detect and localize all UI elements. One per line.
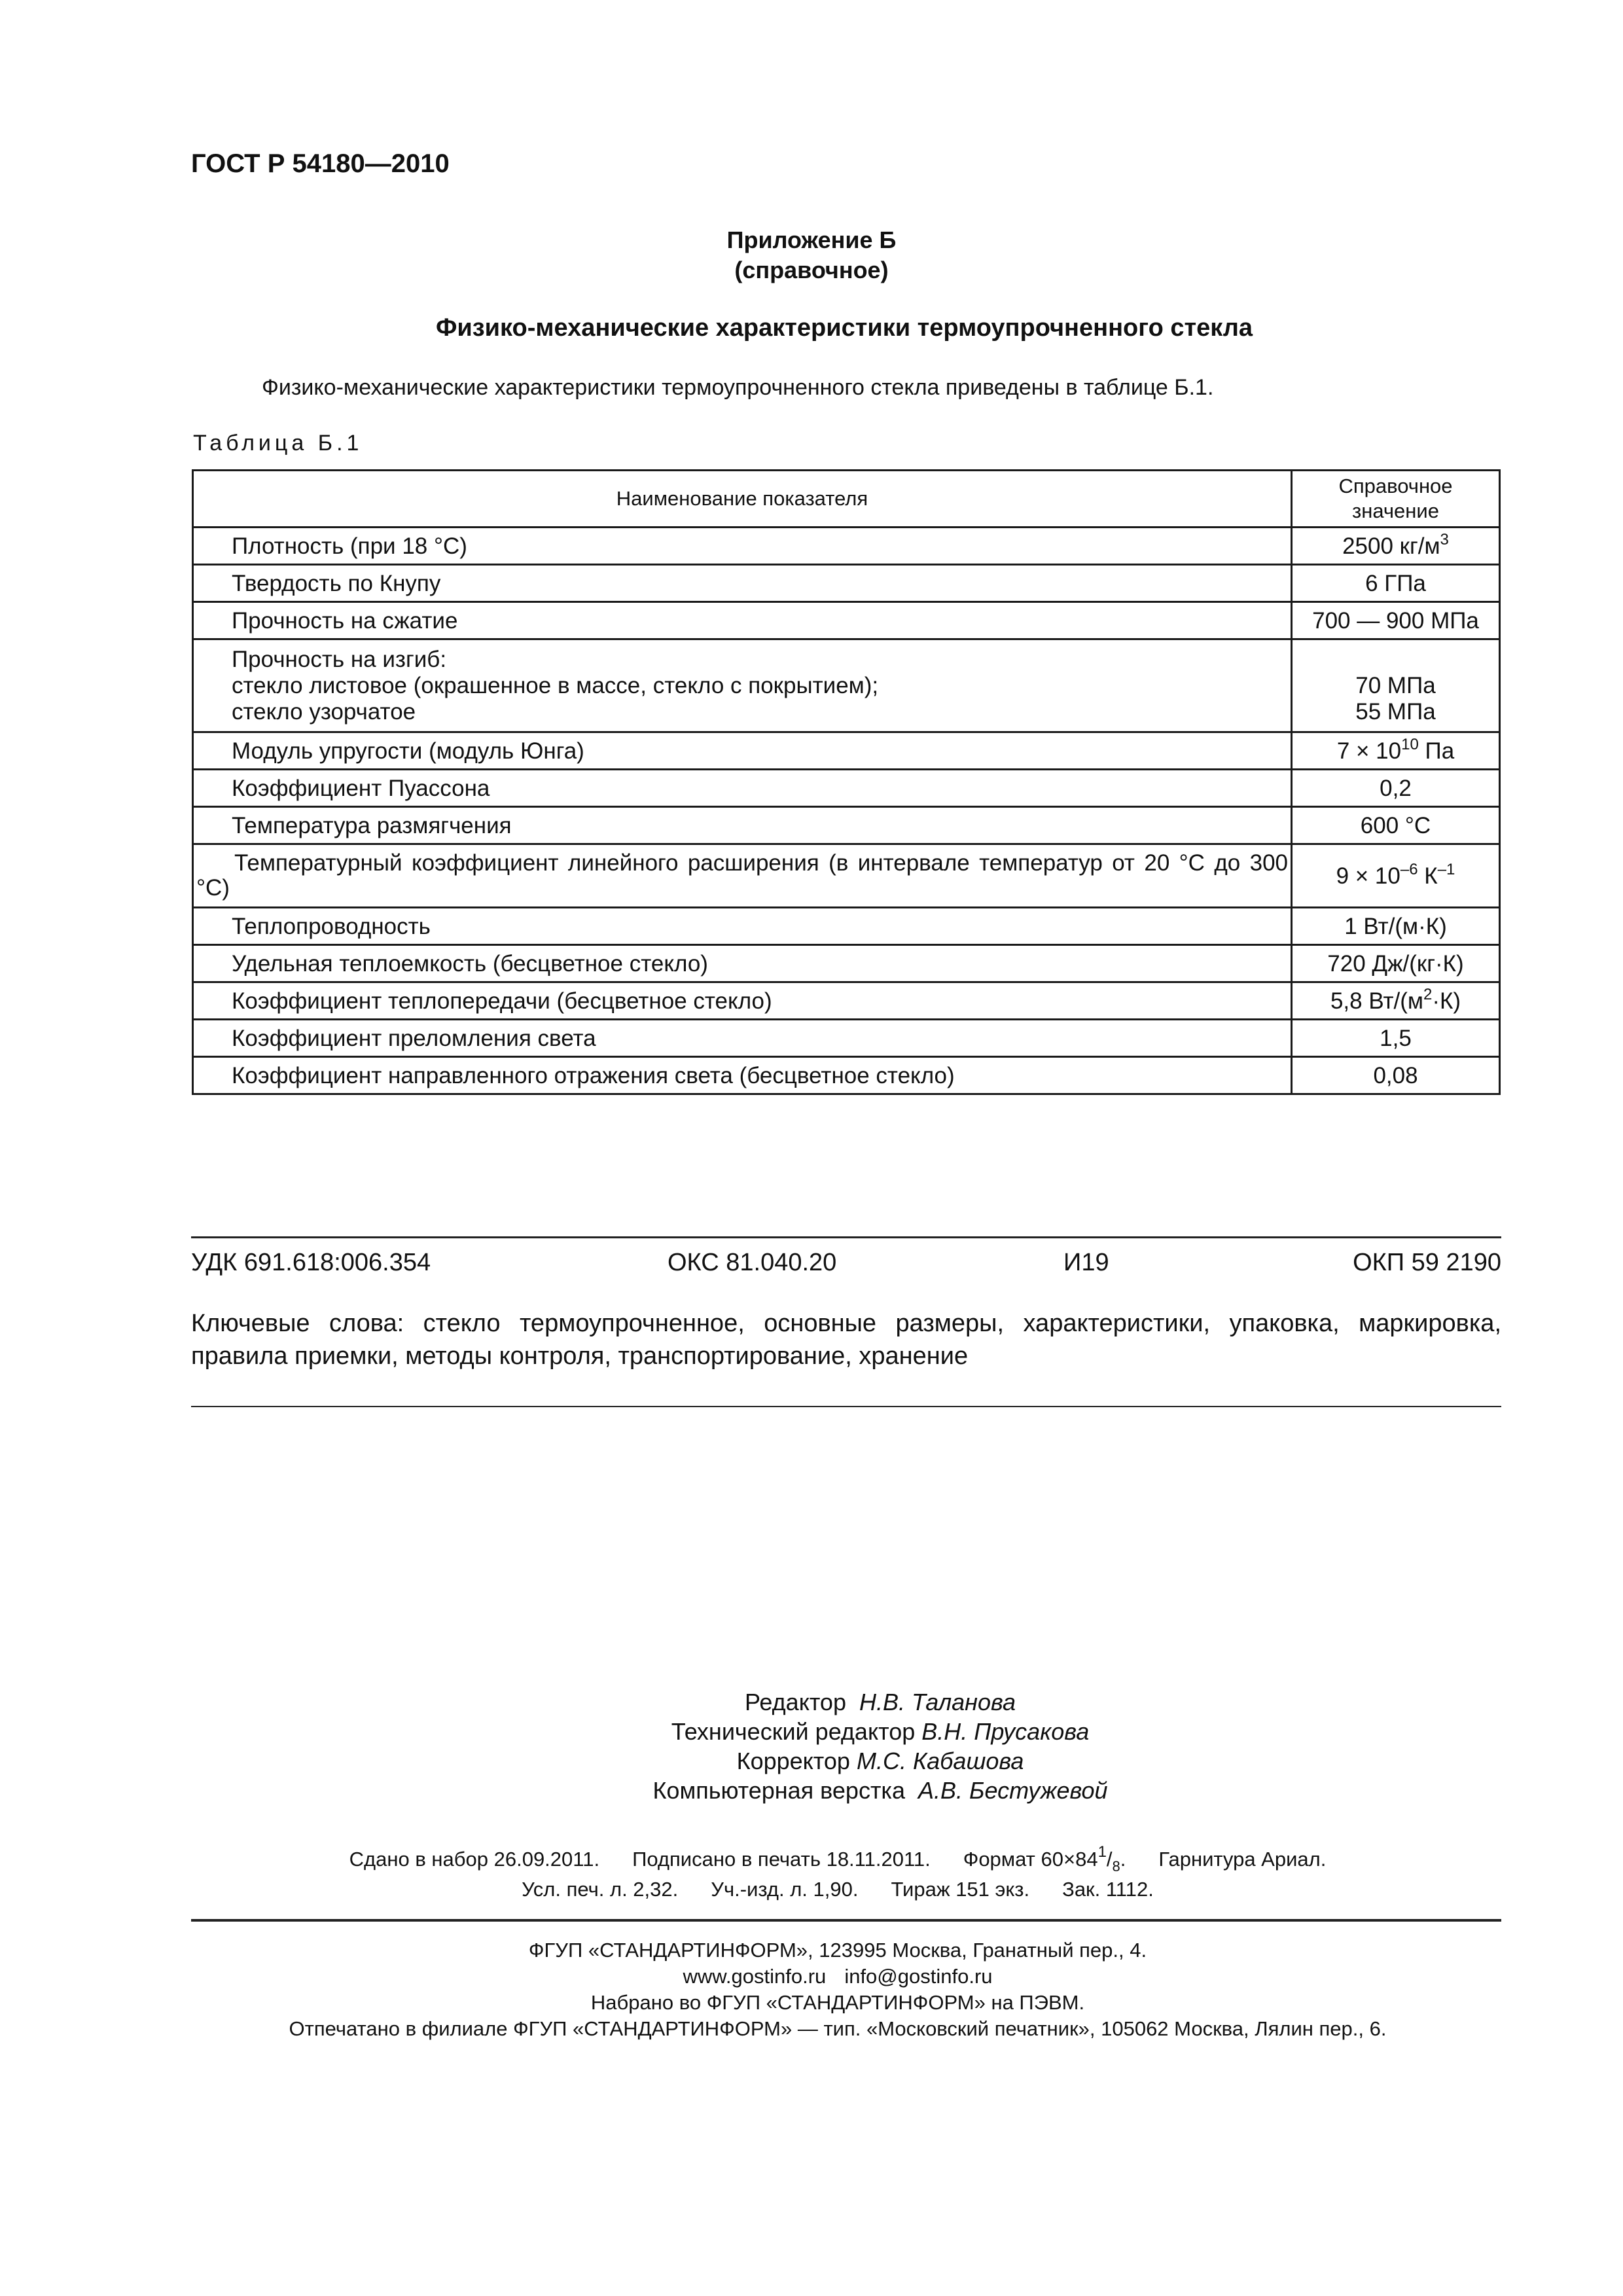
row-name: Коэффициент преломления света xyxy=(193,1020,1292,1057)
value-text: 5,8 Вт/(м xyxy=(1330,988,1423,1014)
value-unit: Па xyxy=(1418,738,1455,764)
intro-paragraph: Физико-механические характеристики термоупрочненного стекла приведены в таблице Б.1. xyxy=(262,375,1214,400)
row-name: Плотность (при 18 °С) xyxy=(193,528,1292,565)
appendix-type: (справочное) xyxy=(734,257,889,283)
table-label: Таблица Б.1 xyxy=(193,431,363,456)
credit-person: М.С. Кабашова xyxy=(856,1748,1024,1774)
classification-codes xyxy=(191,1249,1501,1280)
header-value xyxy=(1292,471,1500,528)
publisher-contacts xyxy=(0,1964,1623,1990)
header-name: Наименование показателя xyxy=(193,471,1292,528)
credit-person: В.Н. Прусакова xyxy=(921,1718,1090,1745)
okp-code: ОКП 59 2190 xyxy=(1353,1249,1501,1276)
credit-person: Н.В. Таланова xyxy=(859,1689,1016,1715)
row-name: Коэффициент Пуассона xyxy=(193,770,1292,807)
credit-line xyxy=(0,1687,1623,1717)
credit-role: Технический редактор xyxy=(671,1718,916,1745)
row-value: 1,5 xyxy=(1292,1020,1500,1057)
row-value xyxy=(1292,639,1500,732)
website-link[interactable]: www.gostinfo.ru xyxy=(683,1965,827,1988)
table-row xyxy=(193,770,1500,807)
row-name: Температура размягчения xyxy=(193,807,1292,844)
divider-middle xyxy=(191,1406,1501,1407)
value-exponent: 2 xyxy=(1423,985,1433,1003)
email-link[interactable]: info@gostinfo.ru xyxy=(844,1965,993,1988)
header-value-line1: Справочное xyxy=(1338,475,1453,497)
value-unit-exponent: –1 xyxy=(1437,860,1455,878)
divider-top xyxy=(191,1236,1501,1238)
credit-line xyxy=(0,1746,1623,1776)
row-value-line: 55 МПа xyxy=(1355,698,1436,725)
value-unit: ·К) xyxy=(1432,988,1461,1014)
oks-code: ОКС 81.040.20 xyxy=(668,1249,837,1276)
credit-person: А.В. Бестужевой xyxy=(918,1777,1108,1804)
table-row xyxy=(193,945,1500,982)
table-row xyxy=(193,982,1500,1020)
value-exponent: –6 xyxy=(1400,860,1418,878)
value-unit: К xyxy=(1418,863,1438,889)
print-run: Тираж 151 экз. xyxy=(891,1878,1030,1901)
publisher-block xyxy=(0,1937,1623,2042)
table-row xyxy=(193,565,1500,602)
row-name: Коэффициент теплопередачи (бесцветное стекло) xyxy=(193,982,1292,1020)
value-text: 9 × 10 xyxy=(1336,863,1400,889)
order-number: Зак. 1112. xyxy=(1062,1878,1154,1901)
row-name: Температурный коэффициент линейного расширения (в интервале температур от 20 °С до 300 °С) xyxy=(193,844,1292,908)
row-name: Твердость по Кнупу xyxy=(193,565,1292,602)
table-row xyxy=(193,732,1500,770)
udk-code: УДК 691.618:006.354 xyxy=(191,1249,431,1276)
keywords: Ключевые слова: стекло термоупрочненное, основные размеры, характеристики, упаковка, маркировка, правила приемки, методы контроля, транспортирование, хранение xyxy=(191,1310,1501,1370)
document-code: ГОСТ Р 54180—2010 xyxy=(191,149,450,178)
row-value xyxy=(1292,528,1500,565)
printed-note: Отпечатано в филиале ФГУП «СТАНДАРТИНФОРМ» — тип. «Московский печатник», 105062 Москва, Лялин пер., 6. xyxy=(289,2017,1387,2040)
credit-role: Редактор xyxy=(745,1689,846,1715)
table-row xyxy=(193,1020,1500,1057)
row-value xyxy=(1292,732,1500,770)
properties-table xyxy=(192,469,1501,1095)
row-name: Коэффициент направленного отражения света (бесцветное стекло) xyxy=(193,1057,1292,1094)
signed-date: Подписано в печать 18.11.2011. xyxy=(632,1848,931,1871)
row-value xyxy=(1292,844,1500,908)
row-value: 6 ГПа xyxy=(1292,565,1500,602)
appendix-number: Приложение Б xyxy=(726,226,897,253)
sent-date: Сдано в набор 26.09.2011. xyxy=(349,1848,600,1871)
row-name: Прочность на сжатие xyxy=(193,602,1292,639)
row-value: 1 Вт/(м·К) xyxy=(1292,908,1500,945)
value-exponent: 3 xyxy=(1440,530,1449,548)
table-row xyxy=(193,908,1500,945)
value-text: 7 × 10 xyxy=(1336,738,1402,764)
row-value-line: 70 МПа xyxy=(1355,672,1436,698)
table-row xyxy=(193,807,1500,844)
credit-line xyxy=(0,1717,1623,1746)
row-name: Теплопроводность xyxy=(193,908,1292,945)
table-row xyxy=(193,1057,1500,1094)
publisher-address: ФГУП «СТАНДАРТИНФОРМ», 123995 Москва, Гранатный пер., 4. xyxy=(528,1939,1147,1962)
format: Формат $60\times 84^1/_8$. xyxy=(963,1843,1126,1874)
pubinfo-line1 xyxy=(0,1844,1623,1874)
row-name-line: стекло узорчатое xyxy=(232,698,416,725)
divider-bottom xyxy=(191,1919,1501,1922)
row-value: 0,08 xyxy=(1292,1057,1500,1094)
pub-sheets: Уч.-изд. л. 1,90. xyxy=(711,1878,859,1901)
row-name-line: стекло листовое (окрашенное в массе, стекло с покрытием); xyxy=(232,672,879,698)
table-row xyxy=(193,844,1500,908)
row-name xyxy=(193,639,1292,732)
row-value xyxy=(1292,982,1500,1020)
row-value: 600 °С xyxy=(1292,807,1500,844)
pubinfo-line2 xyxy=(0,1874,1623,1905)
appendix-title xyxy=(0,225,1623,285)
row-value: 0,2 xyxy=(1292,770,1500,807)
table-header-row xyxy=(193,471,1500,528)
credit-line xyxy=(0,1776,1623,1805)
row-name: Удельная теплоемкость (бесцветное стекло) xyxy=(193,945,1292,982)
row-name: Модуль упругости (модуль Юнга) xyxy=(193,732,1292,770)
credit-role: Компьютерная верстка xyxy=(652,1777,905,1804)
row-value: 720 Дж/(кг·К) xyxy=(1292,945,1500,982)
value-text: 2500 кг/м xyxy=(1342,533,1440,559)
section-title: Физико-механические характеристики термоупрочненного стекла xyxy=(436,314,1253,342)
credit-role: Корректор xyxy=(736,1748,850,1774)
table-row xyxy=(193,639,1500,732)
header-value-line2: значение xyxy=(1352,499,1439,522)
print-sheets: Усл. печ. л. 2,32. xyxy=(522,1878,679,1901)
row-value: 700 — 900 МПа xyxy=(1292,602,1500,639)
row-name-line: Прочность на изгиб: xyxy=(232,646,447,672)
publication-info xyxy=(0,1844,1623,1905)
credits-block xyxy=(0,1687,1623,1805)
typeset-note: Набрано во ФГУП «СТАНДАРТИНФОРМ» на ПЭВМ. xyxy=(590,1991,1085,2014)
value-exponent: 10 xyxy=(1401,735,1419,753)
typeface: Гарнитура Ариал. xyxy=(1158,1848,1327,1871)
i-code: И19 xyxy=(1063,1249,1109,1276)
table-row xyxy=(193,602,1500,639)
table-row xyxy=(193,528,1500,565)
